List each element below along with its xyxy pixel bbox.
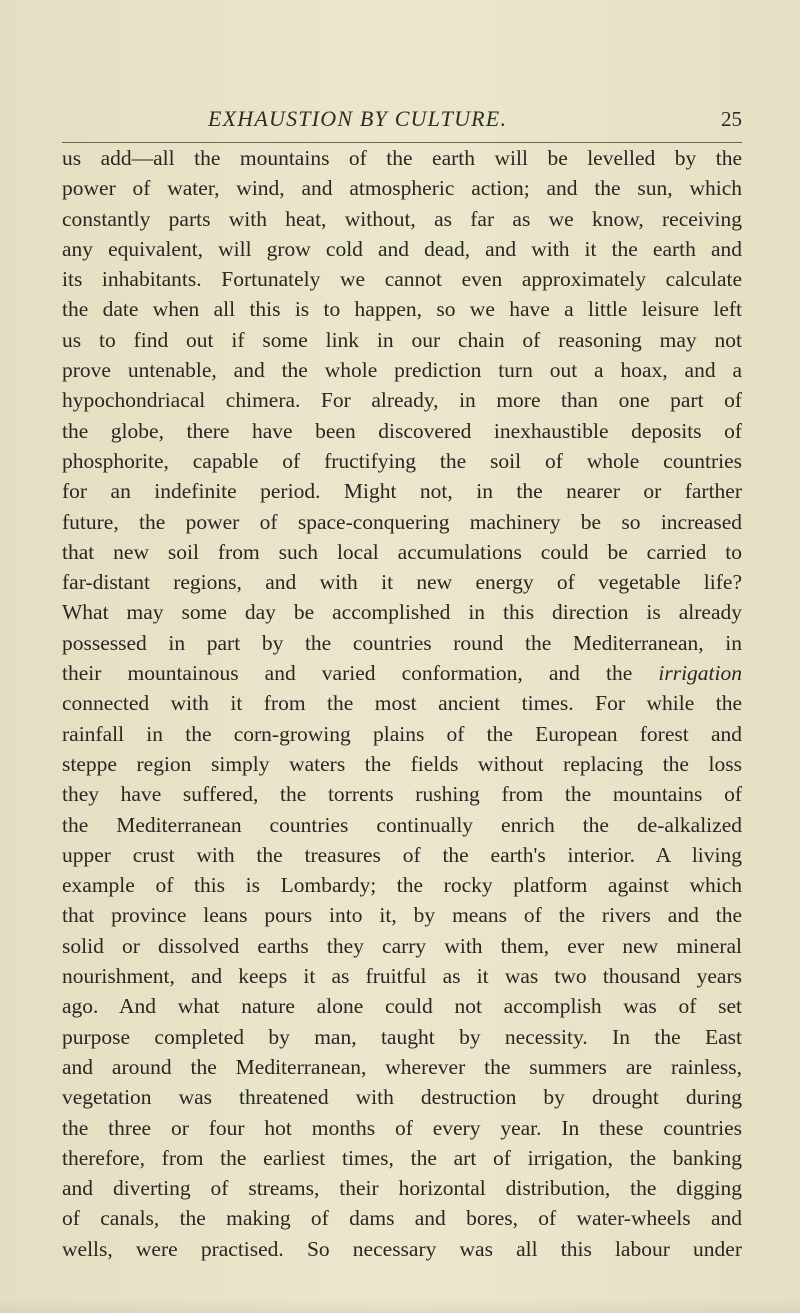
text-line: hypochondriacal chimera. For already, in more than one part of — [62, 388, 742, 413]
text-line: solid or dissolved earths they carry with them, ever new mineral — [62, 933, 742, 958]
page-number: 25 — [721, 107, 742, 131]
italic-term: irrigation — [658, 661, 742, 686]
text-line: nourishment, and keeps it as fruitful as it was two thousand years — [62, 964, 742, 989]
text-line: upper crust with the treasures of the earth's interior. A living — [62, 842, 742, 867]
text-line: rainfall in the corn-growing plains of the European forest and — [62, 721, 742, 746]
text-line: and around the Mediterranean, wherever the summers are rainless, — [62, 1054, 742, 1079]
text-segment: their mountainous and varied conformation, and the — [62, 661, 633, 686]
text-line: steppe region simply waters the fields without replacing the loss — [62, 751, 742, 776]
text-line: prove untenable, and the whole prediction turn out a hoax, and a — [62, 358, 742, 383]
text-line: the Mediterranean countries continually enrich the de-alkalized — [62, 812, 742, 837]
text-line: any equivalent, will grow cold and dead, and with it the earth and — [62, 236, 742, 261]
text-line: the globe, there have been discovered inexhaustible deposits of — [62, 418, 742, 443]
text-line: purpose completed by man, taught by necessity. In the East — [62, 1024, 742, 1049]
text-line: the three or four hot months of every year. In these countries — [62, 1115, 742, 1140]
text-line: constantly parts with heat, without, as far as we know, receiving — [62, 206, 742, 231]
text-line: of canals, the making of dams and bores, of water-wheels and — [62, 1206, 742, 1231]
text-line: that new soil from such local accumulations could be carried to — [62, 539, 742, 564]
text-line: wells, were practised. So necessary was all this labour under — [62, 1236, 742, 1261]
page-bottom-edge — [0, 1299, 800, 1313]
text-line: and diverting of streams, their horizontal distribution, the digging — [62, 1176, 742, 1201]
body-text — [62, 143, 742, 1264]
text-line: vegetation was threatened with destruction by drought during — [62, 1085, 742, 1110]
text-line: us add—all the mountains of the earth will be levelled by the — [62, 146, 742, 170]
text-line: for an indefinite period. Might not, in the nearer or farther — [62, 479, 742, 504]
text-line: power of water, wind, and atmospheric action; and the sun, which — [62, 176, 742, 201]
text-line: far-distant regions, and with it new energy of vegetable life? — [62, 570, 742, 595]
text-line: example of this is Lombardy; the rocky platform against which — [62, 873, 742, 898]
text-line: What may some day be accomplished in this direction is already — [62, 600, 742, 625]
text-line: ago. And what nature alone could not accomplish was of set — [62, 994, 742, 1019]
text-line: therefore, from the earliest times, the art of irrigation, the banking — [62, 1145, 742, 1170]
text-line: they have suffered, the torrents rushing from the mountains of — [62, 782, 742, 807]
text-line: connected with it from the most ancient times. For while the — [62, 691, 742, 716]
text-line: the date when all this is to happen, so we have a little leisure left — [62, 297, 742, 322]
text-line: that province leans pours into it, by means of the rivers and the — [62, 903, 742, 928]
text-line: us to find out if some link in our chain of reasoning may not — [62, 327, 742, 352]
text-line: possessed in part by the countries round the Mediterranean, in — [62, 630, 742, 655]
text-line: future, the power of space-conquering machinery be so increased — [62, 509, 742, 534]
running-title: EXHAUSTION BY CULTURE. — [208, 106, 508, 131]
text-line: its inhabitants. Fortunately we cannot even approximately calculate — [62, 267, 742, 292]
text-line-with-italic — [62, 658, 742, 688]
text-line: phosphorite, capable of fructifying the soil of whole countries — [62, 448, 742, 473]
page-header — [62, 82, 742, 131]
